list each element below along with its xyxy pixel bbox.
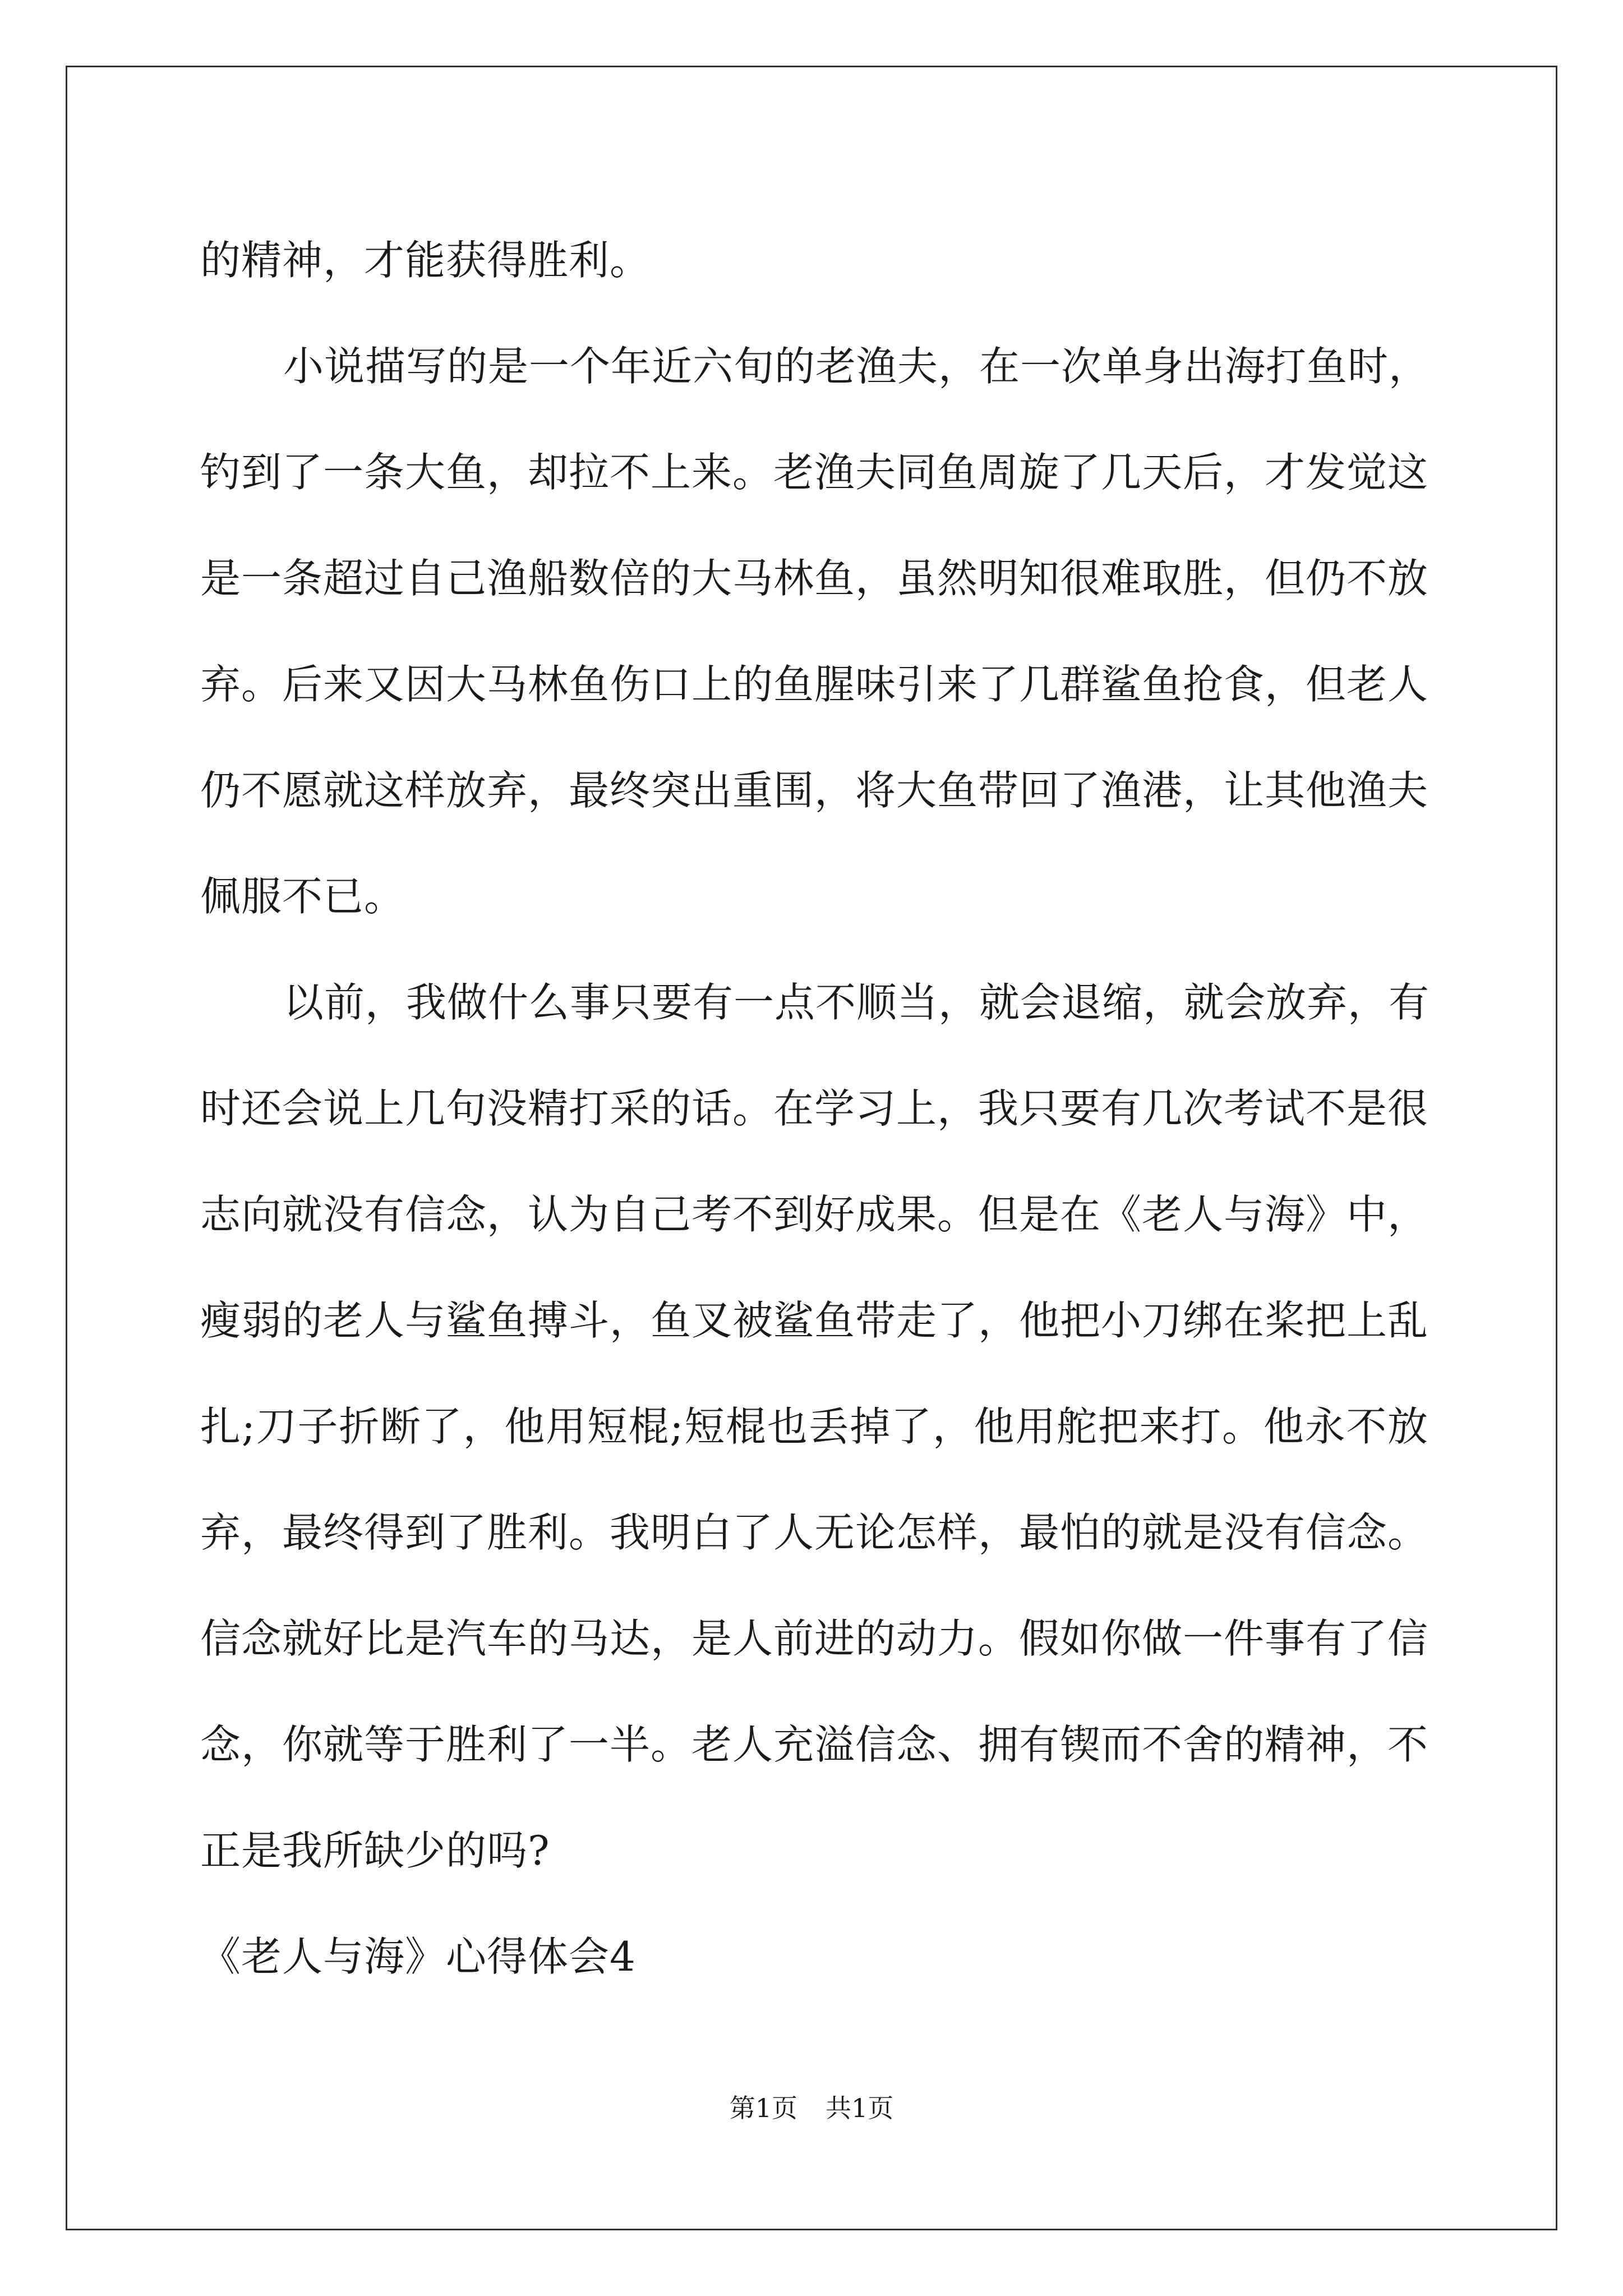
text-line: 扎;刀子折断了，他用短棍;短棍也丢掉了，他用舵把来打。他永不放: [200, 1403, 1428, 1450]
text-line: 钓到了一条大鱼，却拉不上来。老渔夫同鱼周旋了几天后，才发觉这: [200, 449, 1429, 496]
page-number-current: 第1页: [729, 2093, 797, 2123]
text-line: 念，你就等于胜利了一半。老人充溢信念、拥有锲而不舍的精神，不: [200, 1721, 1429, 1768]
page-number-total: 共1页: [826, 2093, 894, 2123]
text-line: 弃。后来又因大马林鱼伤口上的鱼腥味引来了几群鲨鱼抢食，但老人: [200, 661, 1429, 708]
paragraph-start-line: 小说描写的是一个年近六旬的老渔夫，在一次单身出海打鱼时，: [283, 343, 1430, 390]
text-line: 仍不愿就这样放弃，最终突出重围，将大鱼带回了渔港，让其他渔夫: [200, 767, 1429, 814]
section-heading: 《老人与海》心得体会4: [200, 1933, 636, 1980]
paragraph-start-line: 以前，我做什么事只要有一点不顺当，就会退缩，就会放弃，有: [283, 979, 1430, 1026]
text-line: 佩服不已。: [200, 873, 405, 920]
text-line: 正是我所缺少的吗?: [200, 1827, 550, 1874]
document-body: [200, 208, 1428, 2010]
text-line: 时还会说上几句没精打采的话。在学习上，我只要有几次考试不是很: [200, 1085, 1429, 1132]
text-line: 是一条超过自己渔船数倍的大马林鱼，虽然明知很难取胜，但仍不放: [200, 555, 1429, 602]
page-footer: [0, 2091, 1623, 2125]
text-line: 瘦弱的老人与鲨鱼搏斗，鱼叉被鲨鱼带走了，他把小刀绑在桨把上乱: [200, 1297, 1429, 1344]
text-line: 信念就好比是汽车的马达，是人前进的动力。假如你做一件事有了信: [200, 1615, 1429, 1662]
text-line: 志向就没有信念，认为自己考不到好成果。但是在《老人与海》中，: [200, 1191, 1429, 1238]
text-line: 的精神，才能获得胜利。: [200, 237, 651, 284]
text-line: 弃，最终得到了胜利。我明白了人无论怎样，最怕的就是没有信念。: [200, 1509, 1429, 1556]
